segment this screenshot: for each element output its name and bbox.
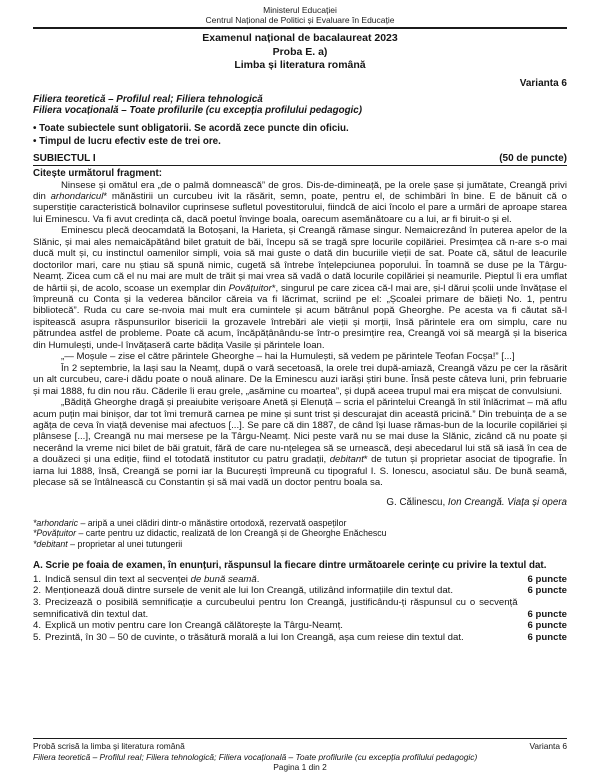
question-body: . (256, 573, 260, 585)
fragment-paragraph (33, 225, 567, 351)
question-body: Menționează două dintre sursele de venit ale lui Ion Creangă, utilizând informațiile din textul dat. (45, 585, 453, 597)
question-item (33, 632, 567, 644)
section-a-intro: A. Scrie pe foaia de examen, în enunțuri, răspunsul la fiecare dintre următoarele cerințe cu privire la textul dat. (33, 559, 547, 571)
attribution (33, 497, 567, 508)
question-body: Indică sensul din text al secvenței (45, 573, 191, 585)
filiera-line-1: Filiera teoretică – Profilul real; Filiera tehnologică (33, 93, 263, 105)
paragraph-emphasis: arhondaricul (50, 190, 104, 202)
ministry-line: Ministerul Educației (263, 5, 337, 15)
fragment-instruction: Citește următorul fragment: (33, 167, 163, 179)
footnote-definition: – aripă a unei clădiri dintr-o mănăstire ortodoxă, rezervată oaspeților (78, 517, 347, 528)
footnote-term: *Povățuitor (33, 528, 77, 539)
question-points: 6 puncte (527, 585, 567, 597)
question-points: 6 puncte (527, 573, 567, 585)
question-number: 3. (33, 596, 42, 608)
footnote-term: *debitant (33, 538, 68, 549)
question-item (33, 597, 567, 620)
question-points: 6 puncte (527, 608, 567, 620)
question-points: 6 puncte (527, 620, 567, 632)
question-item (33, 620, 567, 632)
general-rules (33, 122, 567, 149)
paragraph-text: * mănăstirii un curcubeu ivit la răsărit, semn, poate, pentru el, de schimbări în bine. E de bănuit că o superstiție caracteristică bolnavilor cuprinsese sufletul povestitorului, fiindcă de aici încolo el pare a urmări de aproape starea lui Eminescu. Va fi avut credința că, dacă poetul învinge boala, oarecum asemănătoare cu a lui, ar fi biruit-o și el. (33, 190, 568, 225)
footer-filiera: Filiera teoretică – Profilul real; Filiera tehnologică; Filiera vocațională – Toate profilurile (cu excepția profilului pedagogic) (33, 751, 478, 762)
document-header (33, 5, 567, 25)
paragraph-emphasis: debitant (329, 454, 364, 466)
exam-title: Examenul național de bacalaureat 2023 (202, 32, 398, 44)
footer-row (33, 741, 567, 752)
subject-header (33, 153, 567, 166)
fragment-paragraph (33, 363, 567, 397)
question-text (33, 632, 528, 644)
footnotes (33, 518, 567, 550)
page-footer (33, 738, 567, 773)
attribution-title: Ion Creangă. Viața și opera (447, 496, 567, 508)
question-text (33, 597, 528, 620)
variant-label: Varianta 6 (519, 77, 567, 89)
fragment-text (33, 180, 567, 489)
footnote-term: *arhondaric (33, 517, 78, 528)
question-text (33, 574, 528, 586)
question-emphasis: de bună seamă (190, 573, 257, 585)
question-text (33, 620, 528, 632)
footnote-definition: – proprietar al unei tutungerii (67, 538, 183, 549)
footnote-item (33, 518, 567, 529)
fragment-paragraph (33, 351, 567, 362)
paragraph-text: „Bădiță Gheorghe dragă și preaiubite verișoare Anetă și Elenuță – scria el părintelui Creangă în stil înlăcrimat – mă aflu acum puțin mai binișor, dar tot îmi tremură carnea pe mine și sunt trist și descurajat din această pricină.” Din trebuința de a se agăța de ceva în viață devenise mai afectuos [...]. Se pare că din 1887, de când își luase rămas-bun de la locurile copilăriei și plânsese [...], Creangă nu mai mersese pe la Târgu-Neamț. Nici peste vară nu se mai duse la Slănic, zicând că nu poate și necerând la vreme nici bilet de băi gratuit, fără de care nu-nțelegea să se urnească, deși abecedarul lui stă să iasă în cea de a douăzeci și una ediție, fiind el totodată institutor cu patru gradații, (33, 397, 567, 466)
question-item (33, 574, 567, 586)
footer-divider (33, 738, 567, 739)
footnote-definition: – carte pentru uz didactic, realizată de Ion Creangă și de Gheorghe Enăchescu (76, 528, 387, 539)
footnote-item (33, 528, 567, 539)
discipline-line: Limba și literatura română (234, 59, 366, 71)
paragraph-text: În 2 septembrie, la Iași sau la Neamț, după o vară secetoasă, la orele trei după-amiază, Creangă văzu pe cer la răsărit un alt curcubeu, care-i dădu poate o nouă alinare. De la Eminescu auzi iarăși știri bune. Însă peste câteva luni, prin februarie și mai 1888, fu din nou rău. Căderile îi erau grele, „asămine cu moartea”, și după aceea trupul mai era mișcat de convulsiuni. (33, 362, 567, 397)
attribution-author: G. Călinescu, (386, 496, 448, 508)
question-body: Explică un motiv pentru care Ion Creangă călătorește la Târgu-Neamț. (45, 620, 343, 632)
question-number: 4. (33, 620, 42, 632)
paragraph-text: * de tutun și proprietar asociat de tipografie. În iarna lui 1888, însă, Creangă se porni iar la București împreună cu tipograful I. S. Ionescu, asociatul său. De bună seamă, plecase să se întâlnească cu Constantin și să mai vadă un doctor pentru boala sa. (33, 454, 567, 489)
subject-points: (50 de puncte) (499, 152, 567, 164)
question-number: 1. (33, 573, 42, 585)
fragment-paragraph (33, 180, 567, 226)
question-list (33, 574, 567, 644)
paragraph-text: Eminescu plecă deocamdată la Botoșani, la Harieta, și Creangă rămase singur. Nemaicrezând în puterea apelor de la Slănic, și mai ales nemaicăpătând bilet gratuit de băi, începu să se tragă spre locurile copilăriei. Presimțea că n-are s-o mai ducă mult și, cu instinctul oamenilor simpli, voia să mai guste o dată din bucuriile vieții de sat. Poate că, sătul de leacurile doctorilor mari, care nu știau să spună nimic, cugetă să întrebe înțelepciunea poporului. În toamnă se duse pe la Târgu-Neamț. Zicea cum că el nu mai are mult de trăit și mai vrea să vadă o dată locurile copilăriei și neamurile. Pieptul îi era umflat de hârtii și, de acolo, scoase un exemplar din (33, 225, 567, 294)
paragraph-text: „— Moșule – zise el către părintele Gheorghe – hai la Humulești, să vedem pe părintele Teofan Focșa!” [...] (61, 351, 515, 363)
subject-label: SUBIECTUL I (33, 152, 96, 164)
question-text (33, 585, 528, 597)
footnote-item (33, 539, 567, 550)
filiera-block (33, 94, 567, 117)
footer-variant: Varianta 6 (529, 741, 567, 752)
exam-title-block (33, 32, 567, 73)
filiera-line-2: Filiera vocațională – Toate profilurile (cu excepția profilului pedagogic) (33, 105, 362, 116)
paragraph-text: Ninsese și omătul era „de o palmă domnească” de gros. Dis-de-dimineață, pe la orele șase și jumătate, Creangă privi din (33, 179, 567, 202)
header-divider (33, 27, 567, 29)
question-body: Precizează o posibilă semnificație a curcubeului pentru Ion Creangă, justificându-ți răspunsul cu o secvență semnificativă din textul dat. (33, 596, 518, 620)
footer-left: Probă scrisă la limba și literatura română (33, 741, 185, 752)
question-body: Prezintă, în 30 – 50 de cuvinte, o trăsătură morală a lui Ion Creangă, așa cum reiese din textul dat. (45, 632, 464, 644)
question-item (33, 585, 567, 597)
rule-item: • Toate subiectele sunt obligatorii. Se acordă zece puncte din oficiu. (33, 122, 567, 136)
center-line: Centrul Național de Politici și Evaluare în Educație (205, 15, 395, 25)
proba-line: Proba E. a) (272, 45, 328, 58)
question-points: 6 puncte (527, 632, 567, 644)
rule-item: • Timpul de lucru efectiv este de trei ore. (33, 135, 567, 149)
footer-page-number: Pagina 1 din 2 (273, 762, 327, 773)
paragraph-text: *, singurul pe care zicea că-l mai are, și-l dărui școlii unde învățase el împreună cu Conta și la vederea băncilor căreia va fi lăcrimat, scriind pe el: „Școalei primare de băieți No. 1, pentru bibliotecă”. Ruda cu care se-nvoia mai mult era cumintele și acum bătrânul popă Gheorghe. Pe acesta va fi căutat să-l ispitească asupra răspunsurilor bisericii la grozavele întrebări ale vieții și morții, însă părintele era om simplu, care nu pătrundea astfel de probleme. Poate că acum, încăpățânându-se într-o presimțire rea, Creangă voi să meargă și la biserica din Humulești, unde-l învățaseră carte bădița Vasile și părintele Ioan. (33, 282, 567, 351)
question-number: 5. (33, 632, 42, 644)
fragment-paragraph (33, 397, 567, 489)
question-number: 2. (33, 585, 42, 597)
paragraph-emphasis: Povățuitor (228, 282, 272, 294)
